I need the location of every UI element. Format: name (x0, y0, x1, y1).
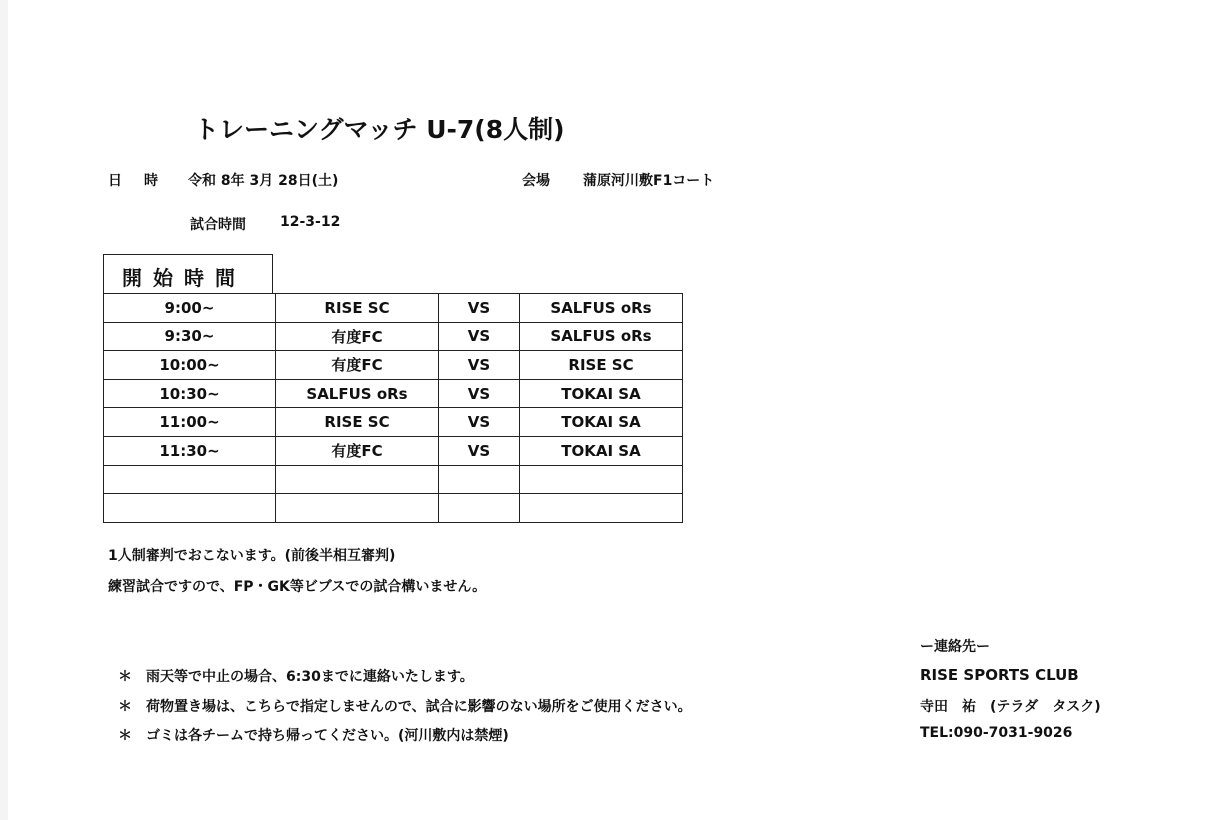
away-team-cell: RISE SC (520, 351, 683, 380)
vs-cell (439, 494, 520, 523)
home-team-cell: 有度FC (276, 351, 439, 380)
note-referee: 1人制審判でおこないます。(前後半相互審判) (108, 548, 396, 564)
time-cell (104, 494, 276, 523)
table-row (104, 408, 683, 437)
away-team-cell: TOKAI SA (520, 436, 683, 465)
table-row (104, 465, 683, 494)
bullet-text: 荷物置き場は、こちらで指定しませんので、試合に影響のない場所をご使用ください。 (146, 699, 692, 715)
table-row (104, 322, 683, 351)
datetime-label-2: 時 (144, 173, 158, 189)
home-team-cell (276, 465, 439, 494)
time-cell: 10:30~ (104, 379, 276, 408)
time-cell: 11:30~ (104, 436, 276, 465)
contact-person: 寺田 祐 (テラダ タスク) (920, 699, 1101, 715)
bullet-text: ゴミは各チームで持ち帰ってください。(河川敷内は禁煙) (146, 728, 509, 744)
vs-cell: VS (439, 379, 520, 408)
bullet-marker: ＊ (118, 669, 132, 685)
match-time-label: 試合時間 (190, 217, 246, 233)
time-cell: 10:00~ (104, 351, 276, 380)
away-team-cell: SALFUS oRs (520, 322, 683, 351)
table-row (104, 494, 683, 523)
contact-tel: TEL:090-7031-9026 (920, 725, 1073, 741)
table-row (104, 351, 683, 380)
schedule-table (103, 293, 683, 523)
away-team-cell: TOKAI SA (520, 379, 683, 408)
datetime-value: 令和 8年 3月 28日(土) (188, 173, 339, 189)
bullet-text: 雨天等で中止の場合、6:30までに連絡いたします。 (146, 669, 474, 685)
home-team-cell: RISE SC (276, 408, 439, 437)
bullet-item (118, 696, 692, 716)
table-row (104, 294, 683, 323)
table-row (104, 436, 683, 465)
bullet-item (118, 725, 509, 745)
datetime-label (108, 170, 158, 190)
time-cell (104, 465, 276, 494)
venue-value: 蒲原河川敷F1コート (583, 173, 715, 189)
match-time-value: 12-3-12 (280, 214, 341, 230)
away-team-cell: TOKAI SA (520, 408, 683, 437)
bullet-marker: ＊ (118, 728, 132, 744)
contact-org: RISE SPORTS CLUB (920, 666, 1079, 684)
start-time-header: 開始時間 (103, 254, 273, 293)
home-team-cell: 有度FC (276, 436, 439, 465)
away-team-cell: SALFUS oRs (520, 294, 683, 323)
time-cell: 9:00~ (104, 294, 276, 323)
vs-cell (439, 465, 520, 494)
away-team-cell (520, 465, 683, 494)
home-team-cell: 有度FC (276, 322, 439, 351)
bullet-item (118, 666, 474, 686)
home-team-cell: RISE SC (276, 294, 439, 323)
time-cell: 11:00~ (104, 408, 276, 437)
contact-heading: ー連絡先ー (920, 639, 990, 655)
note-bibs: 練習試合ですので、FP・GK等ビブスでの試合構いません。 (108, 579, 487, 595)
vs-cell: VS (439, 294, 520, 323)
datetime-label-1: 日 (108, 173, 122, 189)
home-team-cell (276, 494, 439, 523)
away-team-cell (520, 494, 683, 523)
document-page (8, 0, 1206, 820)
bullet-marker: ＊ (118, 699, 132, 715)
time-cell: 9:30~ (104, 322, 276, 351)
vs-cell: VS (439, 436, 520, 465)
vs-cell: VS (439, 351, 520, 380)
table-row (104, 379, 683, 408)
home-team-cell: SALFUS oRs (276, 379, 439, 408)
document-title: トレーニングマッチ U-7(8人制) (194, 115, 565, 144)
vs-cell: VS (439, 408, 520, 437)
vs-cell: VS (439, 322, 520, 351)
venue-label: 会場 (522, 173, 550, 189)
